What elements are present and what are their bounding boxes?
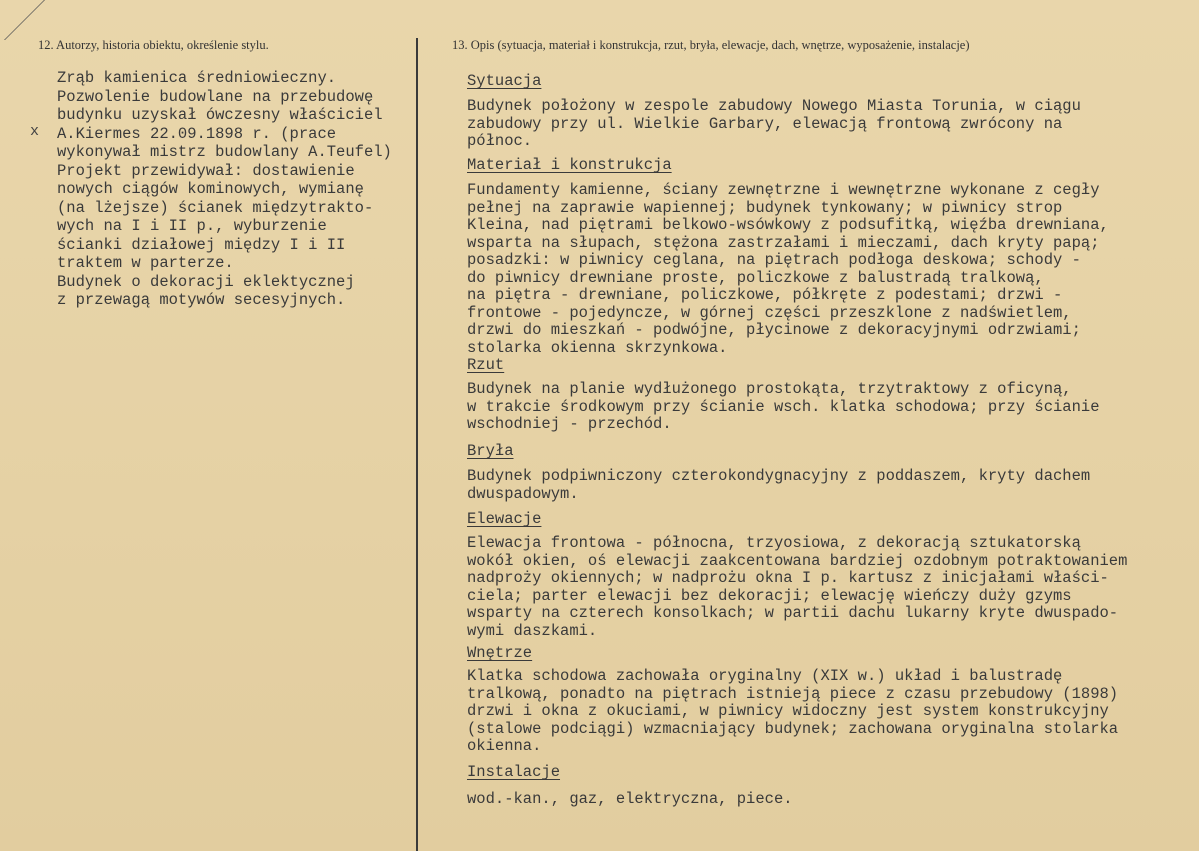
- body-line: pełnej na zaprawie wapiennej; budynek tynkowany; w piwnicy strop: [467, 198, 1063, 217]
- section-body-wnetrze: [467, 668, 1118, 756]
- body-line: dwuspadowym.: [467, 484, 579, 503]
- history-line: Budynek o dekoracji eklektycznej: [57, 272, 355, 291]
- body-line: wokół okien, oś elewacji zaakcentowana bardziej ozdobnym potraktowaniem: [467, 551, 1128, 570]
- body-line: tralkową, ponadto na piętrach istnieją piece z czasu przebudowy (1898): [467, 684, 1119, 703]
- body-line: Fundamenty kamienne, ściany zewnętrzne i wewnętrzne wykonane z cegły: [467, 181, 1100, 199]
- body-line: Budynek położony w zespole zabudowy Nowego Miasta Torunia, w ciągu: [467, 97, 1081, 115]
- history-line: (na lżejsze) ścianek międzytrakto-: [57, 198, 374, 217]
- body-line: wod.-kan., gaz, elektryczna, piece.: [467, 790, 793, 808]
- body-line: drzwi i okna z okuciami, w piwnicy widoczny jest system konstrukcyjny: [467, 702, 1109, 720]
- field-12-header: 12. Autorzy, historia obiektu, określenie stylu.: [38, 38, 269, 52]
- section-body-sytuacja: [467, 98, 1081, 151]
- section-title-rzut: Rzut: [467, 356, 505, 374]
- history-text: [57, 69, 417, 310]
- history-line: budynku uzyskał ówczesny właściciel: [57, 106, 383, 124]
- section-body-instalacje: [467, 791, 793, 809]
- body-line: wsparta na słupach, stężona zastrzałami i mieczami, dach kryty papą;: [467, 233, 1100, 252]
- history-line: nowych ciągów kominowych, wymianę: [57, 180, 364, 198]
- body-line: zabudowy przy ul. Wielkie Garbary, elewacją frontową zwrócony na: [467, 114, 1063, 133]
- history-line: wykonywał mistrz budowlany A.Teufel): [57, 143, 392, 161]
- margin-x-mark: x: [30, 123, 40, 140]
- history-line: A.Kiermes 22.09.1898 r. (prace: [57, 124, 337, 143]
- body-line: do piwnicy drewniane proste, policzkowe z balustradą tralkową,: [467, 268, 1044, 287]
- history-line: Pozwolenie budowlane na przebudowę: [57, 87, 374, 106]
- history-line: traktem w parterze.: [57, 254, 234, 272]
- body-line: Elewacja frontowa - północna, trzyosiowa, z dekoracją sztukatorską: [467, 534, 1081, 552]
- body-line: stolarka okienna skrzynkowa.: [467, 338, 728, 357]
- section-body-material: [467, 182, 1109, 357]
- corner-fold-mark: [0, 0, 45, 40]
- section-title-wnetrze: Wnętrze: [467, 644, 533, 662]
- history-line: Projekt przewidywał: dostawienie: [57, 161, 355, 180]
- body-line: (stalowe podciągi) wzmacniający budynek; zachowana oryginalna stolarka: [467, 719, 1119, 738]
- section-body-rzut: [467, 381, 1100, 434]
- body-line: Kleina, nad piętrami belkowo-wsówkowy z podsufitką, więźba drewniana,: [467, 216, 1109, 234]
- body-line: frontowe - pojedyncze, w górnej części przeszklone z nadświetlem,: [467, 303, 1072, 322]
- section-body-elewacje: [467, 535, 1127, 640]
- history-line: wych na I i II p., wyburzenie: [57, 217, 327, 235]
- body-line: na piętra - drewniane, policzkowe, półkręte z podestami; drzwi -: [467, 286, 1063, 304]
- history-line: z przewagą motywów secesyjnych.: [57, 291, 346, 309]
- body-line: wsparty na czterech konsolkach; w partii dachu lukarny kryte dwuspado-: [467, 604, 1119, 622]
- body-line: Klatka schodowa zachowała oryginalny (XIX w.) układ i balustradę: [467, 667, 1063, 685]
- section-body-bryla: [467, 468, 1090, 503]
- section-title-sytuacja: Sytuacja: [467, 72, 542, 90]
- section-title-material: Materiał i konstrukcja: [467, 156, 672, 174]
- body-line: w trakcie środkowym przy ścianie wsch. klatka schodowa; przy ścianie: [467, 397, 1100, 416]
- field-13-header: 13. Opis (sytuacja, materiał i konstrukcja, rzut, bryła, elewacje, dach, wnętrze, wyposażenie, instalacje): [452, 38, 970, 52]
- body-line: okienna.: [467, 737, 542, 755]
- body-line: wymi daszkami.: [467, 621, 598, 640]
- body-line: północ.: [467, 132, 533, 150]
- history-line: Zrąb kamienica średniowieczny.: [57, 69, 337, 87]
- history-line: ścianki działowej między I i II: [57, 235, 346, 254]
- section-title-instalacje: Instalacje: [467, 763, 561, 781]
- body-line: posadzki: w piwnicy ceglana, na piętrach podłoga deskowa; schody -: [467, 251, 1081, 269]
- body-line: ciela; parter elewacji bez dekoracji; elewację wieńczy duży gzyms: [467, 586, 1072, 605]
- body-line: Budynek podpiwniczony czterokondygnacyjny z poddaszem, kryty dachem: [467, 467, 1091, 485]
- body-line: wschodniej - przechód.: [467, 415, 672, 433]
- body-line: nadproży okiennych; w nadprożu okna I p. kartusz z inicjałami właści-: [467, 569, 1109, 587]
- body-line: drzwi do mieszkań - podwójne, płycinowe z dekoracyjnymi odrzwiami;: [467, 321, 1081, 339]
- section-title-elewacje: Elewacje: [467, 510, 542, 528]
- body-line: Budynek na planie wydłużonego prostokąta, trzytraktowy z oficyną,: [467, 380, 1072, 398]
- section-title-bryla: Bryła: [467, 442, 514, 460]
